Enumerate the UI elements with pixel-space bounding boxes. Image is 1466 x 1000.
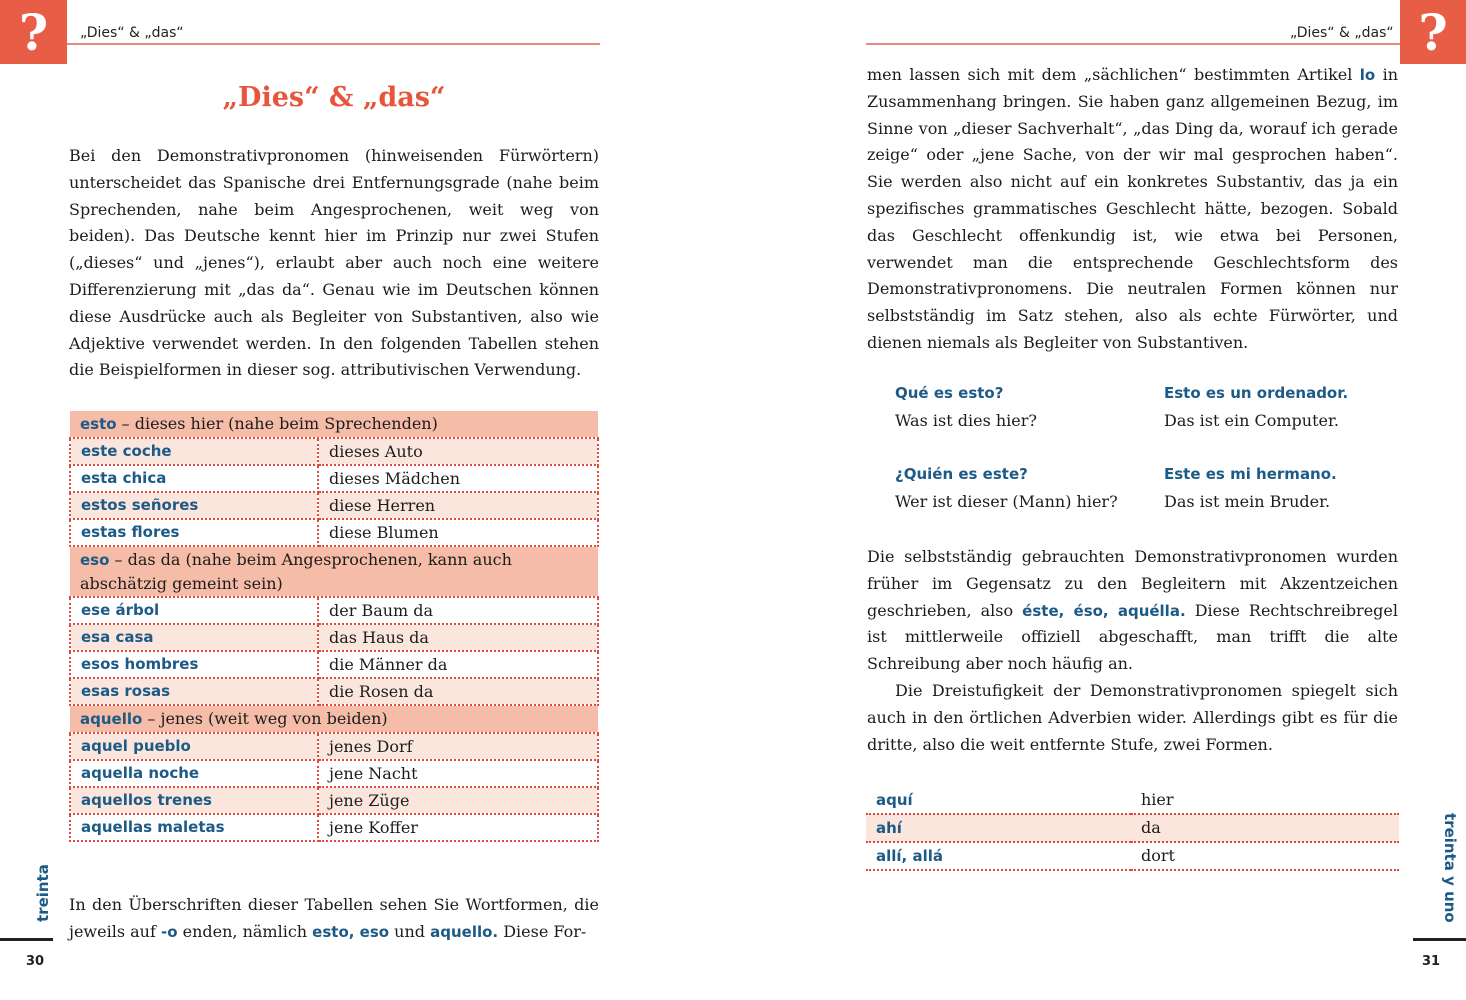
header-rule: [67, 43, 600, 45]
page-number: 31: [1422, 954, 1441, 969]
example-question-1: Qué es esto? Was ist dies hier?: [895, 384, 1037, 430]
intro-paragraph: Bei den Demonstrativpronomen (hinweisenden Fürwörtern) unterscheidet das Spanische drei Entfernungsgrade (nahe beim Sprechenden, nahe beim Angesprochenen, weit weg von beiden). Das Deutsche kennt hier im Prinzip nur zwei Stufen („dieses“ und „jenes“), erlaubt aber auch noch eine weitere Differenzierung mit „das da“. Genau wie im Deutschen können diese Ausdrücke auch als Begleiter von Substantiven, also wie Adjektive verwendet werden. In den folgenden Tabellen stehen die Beispielformen in dieser sog. attributivischen Verwendung.: [69, 146, 599, 380]
table-row: aquellas maletas jene Koffer: [70, 814, 598, 841]
example-question-2: ¿Quién es este? Wer ist dieser (Mann) hier?: [895, 465, 1118, 511]
table-row: aquel pueblo jenes Dorf: [70, 733, 598, 760]
page-label-vertical: treinta y uno: [1441, 813, 1459, 923]
table-row: esos hombres die Männer da: [70, 651, 598, 678]
table-row: este coche dieses Auto: [70, 438, 598, 465]
table-row: esas rosas die Rosen da: [70, 678, 598, 705]
table-row: aquella noche jene Nacht: [70, 760, 598, 787]
demonstrative-table: [69, 411, 599, 842]
body-paragraph: men lassen sich mit dem „sächlichen“ bestimmten Artikel lo in Zusammenhang bringen. Sie haben ganz allgemeinen Bezug, im Sinne von „dieser Sachverhalt“, „das Ding da, worauf ich gerade zeige“ oder „jene Sache, von der wir mal gesprochen haben“. Sie werden also nicht auf ein konkretes Substantiv, das ja ein spezifisches grammatisches Geschlecht hätte, bezogen. Sobald das Geschlecht offenkundig ist, wie etwa bei Personen, verwendet man die entsprechende Geschlechtsform des Demonstrativpronomens. Die neutralen Formen können nur selbstständig im Satz stehen, also als echte Fürwörter, und dienen niemals als Begleiter von Substantiven.: [867, 65, 1398, 352]
example-answer-1: Esto es un ordenador. Das ist ein Computer.: [1164, 384, 1349, 430]
table-row: estos señores diese Herren: [70, 492, 598, 519]
table-row: aquellos trenes jene Züge: [70, 787, 598, 814]
table-row: esa casa das Haus da: [70, 624, 598, 651]
table-row: allí, allá dort: [866, 842, 1399, 870]
table-group-header: esto – dieses hier (nahe beim Sprechenden): [70, 411, 598, 438]
running-header: „Dies“ & „das“: [80, 25, 184, 41]
table-row: esta chica dieses Mädchen: [70, 465, 598, 492]
question-mark-icon: ?: [0, 0, 67, 64]
body-paragraph-2: Die selbstständig gebrauchten Demonstrativpronomen wurden früher im Gegensatz zu den Begleitern mit Akzentzeichen geschrieben, also éste, éso, aquélla. Diese Rechtschreibregel ist mittlerweile offiziell abgeschafft, man trifft die alte Schreibung aber noch häufig an. Die Dreistufigkeit der Demonstrativpronomen spiegelt sich auch in den örtlichen Adverbien wider. Allerdings gibt es für die dritte, also die weit entfernte Stufe, zwei Formen.: [867, 547, 1398, 754]
page-label-vertical: treinta: [34, 864, 52, 922]
running-header: „Dies“ & „das“: [1290, 25, 1394, 41]
table-row: aquí hier: [866, 787, 1399, 814]
table-group-header: eso – das da (nahe beim Angesprochenen, kann auch abschätzig gemeint sein): [70, 546, 598, 597]
page-number: 30: [26, 954, 45, 969]
table-row: ahí da: [866, 814, 1399, 842]
footer-rule: [1413, 938, 1466, 941]
example-answer-2: Este es mi hermano. Das ist mein Bruder.: [1164, 465, 1337, 511]
table-row: ese árbol der Baum da: [70, 597, 598, 624]
table-row: estas flores diese Blumen: [70, 519, 598, 546]
page-title: „Dies“ & „das“: [222, 82, 446, 113]
question-mark-icon: ?: [1400, 0, 1466, 64]
footer-rule: [0, 938, 53, 941]
table-group-header: aquello – jenes (weit weg von beiden): [70, 705, 598, 733]
outro-paragraph: In den Überschriften dieser Tabellen sehen Sie Wortformen, die jeweils auf -o enden, nämlich esto, eso und aquello. Diese For-: [69, 895, 599, 941]
header-rule: [866, 43, 1400, 45]
adverb-table: [866, 787, 1399, 871]
